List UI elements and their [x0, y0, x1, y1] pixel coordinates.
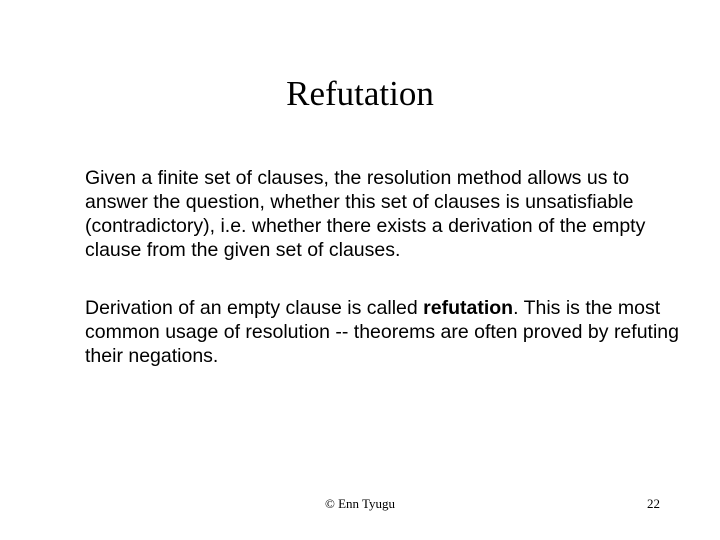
paragraph-text-after: . This is the most common usage of resolution -- theorems are often proved by refuting their negations.	[85, 297, 679, 367]
footer-copyright: © Enn Tyugu	[324, 496, 396, 511]
slide-title: Refutation	[286, 74, 434, 113]
paragraph-text-before: Derivation of an empty clause is called	[85, 297, 424, 319]
page-number: 22	[647, 496, 660, 511]
paragraph-refutation-definition	[85, 296, 680, 368]
paragraph-resolution-method: Given a finite set of clauses, the resolution method allows us to answer the question, whether this set of clauses is unsatisfiable (contradictory), i.e. whether there exists a derivation of the empty clause from the given set of clauses.	[85, 167, 646, 261]
refutation-term: refutation	[423, 297, 514, 319]
